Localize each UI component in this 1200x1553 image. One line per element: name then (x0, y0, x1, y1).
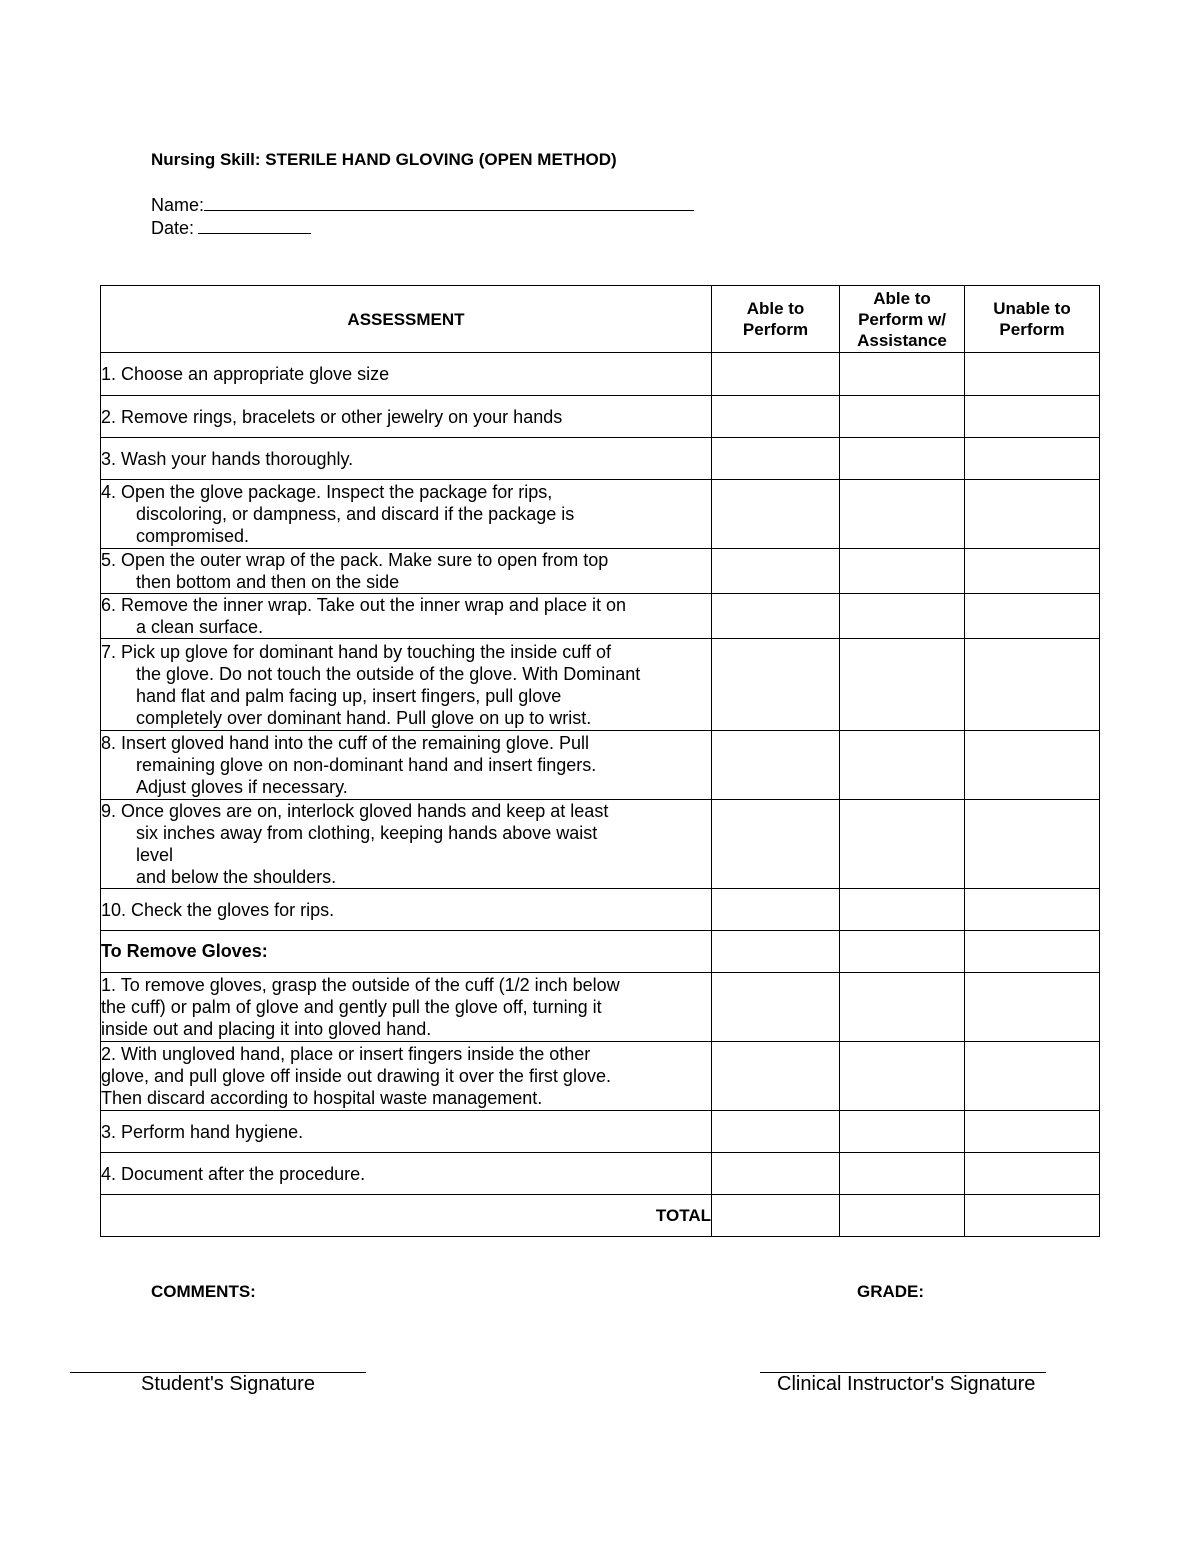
step-text: 6. Remove the inner wrap. Take out the inner wrap and place it on (101, 595, 626, 615)
total-row (101, 1195, 1100, 1237)
assist-checkbox-cell[interactable] (840, 549, 965, 594)
header-line: Perform (999, 320, 1065, 339)
unable-checkbox-cell[interactable] (965, 396, 1100, 438)
step-continuation-text: inside out and placing it into gloved hand. (101, 1019, 432, 1039)
step-continuation-text: remaining glove on non-dominant hand and insert fingers. (136, 755, 597, 775)
table-row (101, 353, 1100, 396)
step-text: 10. Check the gloves for rips. (101, 899, 335, 920)
assist-checkbox-cell[interactable] (840, 889, 965, 931)
step-continuation-text: compromised. (136, 526, 250, 546)
step-text: 3. Wash your hands thoroughly. (101, 448, 354, 469)
able-checkbox-cell[interactable] (712, 1042, 840, 1111)
able-checkbox-cell[interactable] (712, 353, 840, 396)
header-line: Able to (746, 299, 805, 318)
step-text-cell (101, 639, 712, 731)
total-label: TOTAL (101, 1195, 712, 1237)
step-text-cell (101, 594, 712, 639)
date-label: Date: (151, 218, 195, 238)
assist-checkbox-cell[interactable] (840, 931, 965, 973)
header-line: Assistance (857, 330, 947, 350)
step-text: 8. Insert gloved hand into the cuff of the remaining glove. Pull (101, 733, 589, 753)
name-field[interactable] (151, 195, 694, 216)
header-line: Perform w/ (858, 309, 946, 329)
step-text: 9. Once gloves are on, interlock gloved hands and keep at least (101, 801, 609, 821)
table-row (101, 1042, 1100, 1111)
step-text: 3. Perform hand hygiene. (101, 1121, 304, 1142)
page-title: Nursing Skill: STERILE HAND GLOVING (OPEN METHOD) (151, 150, 617, 169)
remove-gloves-section-label: To Remove Gloves: (101, 931, 712, 973)
step-text-cell (101, 396, 712, 438)
instructor-signature-label: Clinical Instructor's Signature (777, 1373, 1036, 1395)
table-header-row (101, 286, 1100, 353)
unable-checkbox-cell[interactable] (965, 973, 1100, 1042)
header-line: Perform (742, 320, 809, 339)
step-text-cell (101, 1111, 712, 1153)
assessment-header: ASSESSMENT (101, 286, 712, 353)
step-continuation-text: completely over dominant hand. Pull glove on up to wrist. (136, 707, 592, 728)
table-row (101, 639, 1100, 731)
step-text-cell (101, 353, 712, 396)
unable-checkbox-cell[interactable] (965, 1111, 1100, 1153)
assist-checkbox-cell[interactable] (840, 396, 965, 438)
able-checkbox-cell[interactable] (712, 1195, 840, 1237)
table-row (101, 1153, 1100, 1195)
able-checkbox-cell[interactable] (712, 1153, 840, 1195)
step-text: 2. With ungloved hand, place or insert fingers inside the other (101, 1044, 591, 1064)
assist-checkbox-cell[interactable] (840, 1153, 965, 1195)
unable-checkbox-cell[interactable] (965, 438, 1100, 480)
assist-checkbox-cell[interactable] (840, 731, 965, 800)
step-text-cell (101, 973, 712, 1042)
assist-checkbox-cell[interactable] (840, 594, 965, 639)
unable-checkbox-cell[interactable] (965, 1042, 1100, 1111)
unable-checkbox-cell[interactable] (965, 800, 1100, 889)
assist-checkbox-cell[interactable] (840, 438, 965, 480)
unable-checkbox-cell[interactable] (965, 549, 1100, 594)
assist-checkbox-cell[interactable] (840, 480, 965, 549)
able-checkbox-cell[interactable] (712, 731, 840, 800)
step-continuation-text: and below the shoulders. (136, 867, 337, 887)
step-continuation-text: the glove. Do not touch the outside of the glove. With Dominant (136, 663, 641, 684)
table-row (101, 1111, 1100, 1153)
grade-label: GRADE: (857, 1282, 925, 1301)
table-row (101, 396, 1100, 438)
step-text-cell (101, 438, 712, 480)
header-line: Able to (873, 288, 931, 308)
table-row (101, 973, 1100, 1042)
table-row (101, 594, 1100, 639)
able-checkbox-cell[interactable] (712, 800, 840, 889)
table-row (101, 889, 1100, 931)
step-text: 4. Open the glove package. Inspect the package for rips, (101, 482, 553, 502)
step-continuation-text: discoloring, or dampness, and discard if the package is (136, 504, 575, 524)
able-checkbox-cell[interactable] (712, 931, 840, 973)
unable-checkbox-cell[interactable] (965, 1153, 1100, 1195)
assist-checkbox-cell[interactable] (840, 1111, 965, 1153)
assessment-table (100, 285, 1100, 1237)
step-text: 1. To remove gloves, grasp the outside of the cuff (1/2 inch below (101, 975, 620, 995)
able-checkbox-cell[interactable] (712, 889, 840, 931)
section-row (101, 931, 1100, 973)
header-line: Unable to (993, 299, 1071, 318)
able-checkbox-cell[interactable] (712, 973, 840, 1042)
table-row (101, 800, 1100, 889)
step-text: 2. Remove rings, bracelets or other jewelry on your hands (101, 406, 563, 427)
able-checkbox-cell[interactable] (712, 594, 840, 639)
step-text-cell (101, 1153, 712, 1195)
unable-checkbox-cell[interactable] (965, 594, 1100, 639)
able-checkbox-cell[interactable] (712, 1111, 840, 1153)
date-blank-line[interactable] (198, 218, 311, 234)
unable-checkbox-cell[interactable] (965, 889, 1100, 931)
able-checkbox-cell[interactable] (712, 396, 840, 438)
able-checkbox-cell[interactable] (712, 549, 840, 594)
step-continuation-text: hand flat and palm facing up, insert fingers, pull glove (136, 685, 562, 706)
assist-checkbox-cell[interactable] (840, 639, 965, 731)
assist-checkbox-cell[interactable] (840, 1042, 965, 1111)
unable-checkbox-cell[interactable] (965, 931, 1100, 973)
table-row (101, 480, 1100, 549)
unable-checkbox-cell[interactable] (965, 480, 1100, 549)
step-text: 5. Open the outer wrap of the pack. Make sure to open from top (101, 550, 609, 570)
step-continuation-text: Adjust gloves if necessary. (136, 777, 348, 797)
step-text-cell (101, 800, 712, 889)
able-checkbox-cell[interactable] (712, 438, 840, 480)
name-blank-line[interactable] (204, 195, 694, 211)
able-to-perform-header (712, 286, 840, 353)
step-continuation-text: six inches away from clothing, keeping hands above waist (136, 823, 598, 843)
table-row (101, 438, 1100, 480)
step-continuation-text: a clean surface. (136, 617, 264, 637)
step-continuation-text: glove, and pull glove off inside out drawing it over the first glove. (101, 1066, 611, 1086)
step-text-cell (101, 731, 712, 800)
step-text-cell (101, 889, 712, 931)
step-continuation-text: then bottom and then on the side (136, 572, 400, 592)
able-checkbox-cell[interactable] (712, 639, 840, 731)
assist-checkbox-cell[interactable] (840, 800, 965, 889)
step-continuation-text: Then discard according to hospital waste management. (101, 1088, 543, 1108)
name-label: Name: (151, 195, 205, 215)
step-continuation-text: level (136, 845, 174, 865)
date-field[interactable] (151, 218, 311, 239)
step-text: 4. Document after the procedure. (101, 1163, 366, 1184)
able-checkbox-cell[interactable] (712, 480, 840, 549)
unable-checkbox-cell[interactable] (965, 353, 1100, 396)
unable-checkbox-cell[interactable] (965, 731, 1100, 800)
step-text-cell (101, 480, 712, 549)
student-signature-label: Student's Signature (141, 1373, 315, 1395)
step-text-cell (101, 1042, 712, 1111)
step-text: 1. Choose an appropriate glove size (101, 364, 390, 384)
table-row (101, 549, 1100, 594)
step-text: 7. Pick up glove for dominant hand by touching the inside cuff of (101, 641, 611, 662)
unable-to-perform-header (965, 286, 1100, 353)
step-text-cell (101, 549, 712, 594)
unable-checkbox-cell[interactable] (965, 1195, 1100, 1237)
table-row (101, 731, 1100, 800)
assist-checkbox-cell[interactable] (840, 973, 965, 1042)
assist-checkbox-cell[interactable] (840, 353, 965, 396)
unable-checkbox-cell[interactable] (965, 639, 1100, 731)
comments-label: COMMENTS: (151, 1282, 256, 1301)
step-continuation-text: the cuff) or palm of glove and gently pull the glove off, turning it (101, 997, 602, 1017)
able-with-assistance-header (840, 286, 965, 353)
assist-checkbox-cell[interactable] (840, 1195, 965, 1237)
